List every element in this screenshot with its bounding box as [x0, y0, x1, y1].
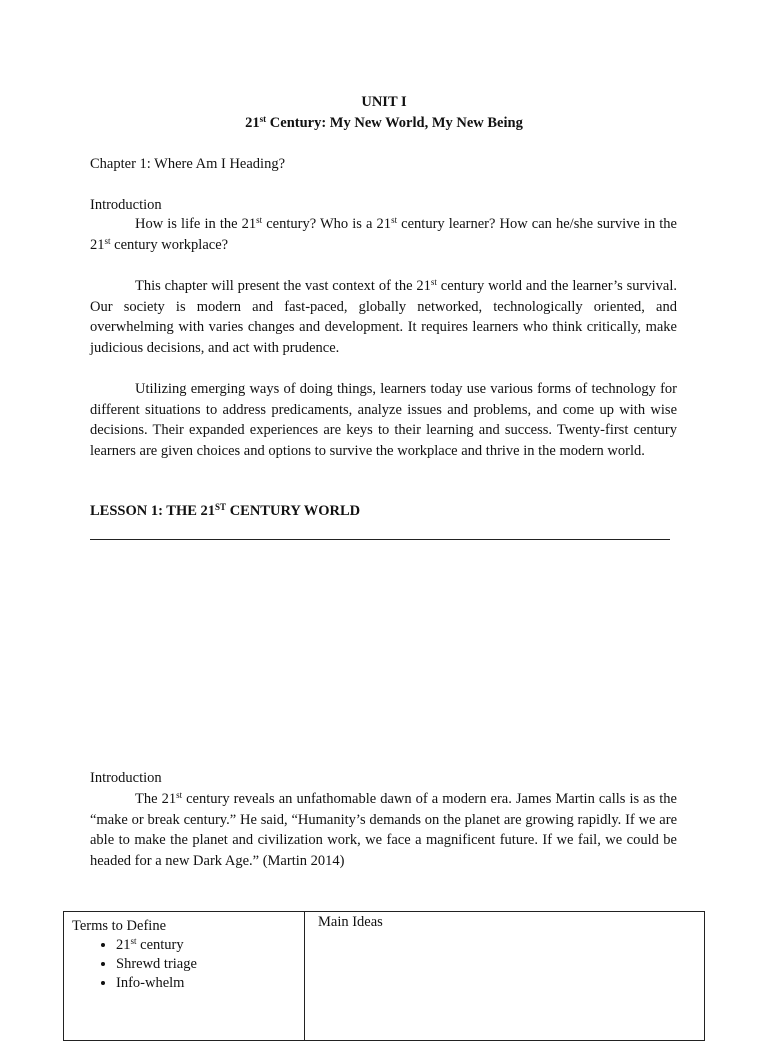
terms-list [72, 936, 304, 993]
intro-heading-2: Introduction [90, 770, 162, 786]
unit-title: 21st Century: My New World, My New Being [245, 114, 523, 131]
lesson-divider [90, 539, 670, 540]
intro-paragraph-3: Utilizing emerging ways of doing things, learners today use various forms of technology for different situations to address predicaments, analyze issues and problems, and come up with wise decisions. Their expanded experiences are keys to their learning and success. Twenty-first century learners are given choices and options to survive the workplace and thrive in the modern world. [90, 381, 677, 459]
term-item: • Info-whelm [116, 974, 304, 993]
term-item: • 21st century [116, 936, 304, 955]
unit-label: UNIT I [361, 94, 407, 110]
main-ideas-heading: Main Ideas [318, 914, 383, 930]
chapter-title: Chapter 1: Where Am I Heading? [90, 156, 286, 172]
terms-table [63, 911, 705, 1041]
term-item: • Shrewd triage [116, 955, 304, 974]
lesson-title: LESSON 1: THE 21ST CENTURY WORLD [90, 502, 361, 519]
intro-paragraph-2: This chapter will present the vast context of the 21st century world and the learner’s survival. Our society is modern and fast-paced, globally networked, technologically oriented, and overwhelming with varies changes and development. It requires learners who think critically, make judicious decisions, and act with prudence. [90, 277, 677, 356]
intro-heading-1: Introduction [90, 197, 162, 213]
terms-heading: Terms to Define [72, 918, 167, 934]
intro-paragraph-4: The 21st century reveals an unfathomable dawn of a modern era. James Martin calls is as the “make or break century.” He said, “Humanity’s demands on the planet are growing rapidly. If we are able to make the planet and civilization work, we face a magnificent future. If we fail, we could be headed for a new Dark Age.” (Martin 2014) [90, 790, 677, 869]
main-ideas-column [305, 912, 705, 1041]
terms-column [64, 912, 305, 1041]
intro-paragraph-1: How is life in the 21st century? Who is a 21st century learner? How can he/she survive in the 21st century workplace? [90, 215, 677, 253]
